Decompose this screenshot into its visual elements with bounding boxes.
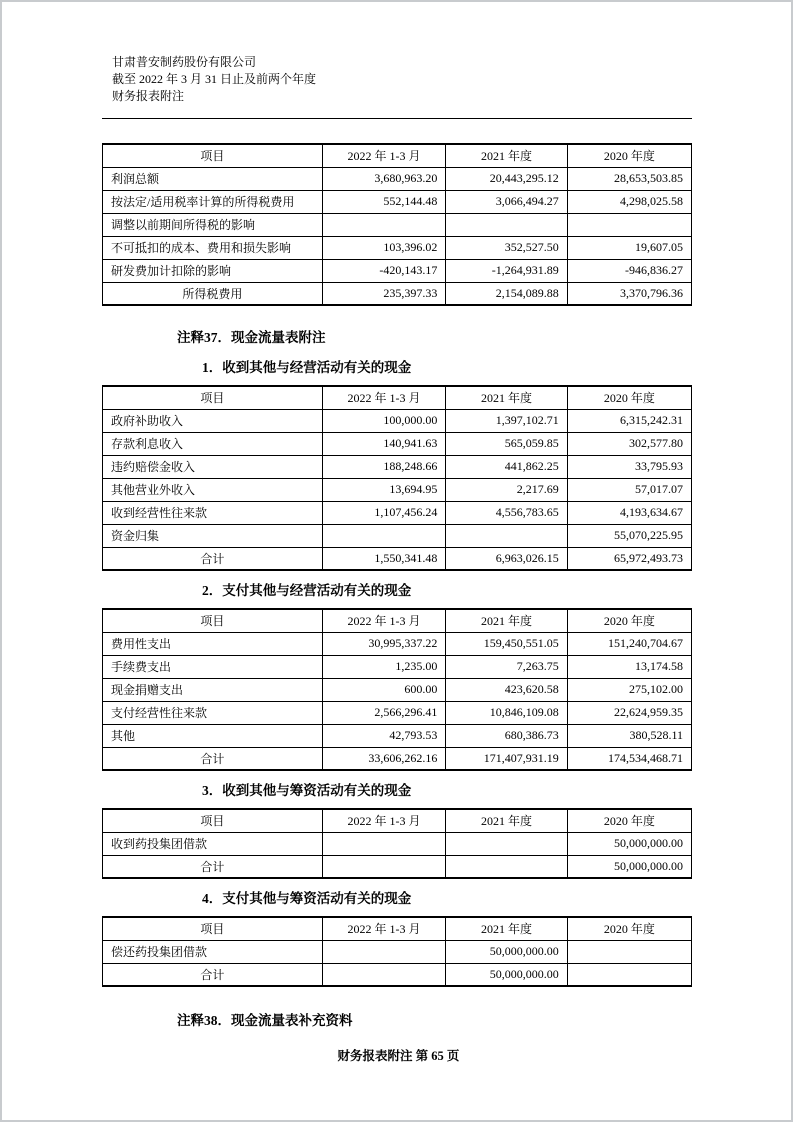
- income-tax-reconciliation-table: [102, 143, 692, 306]
- row-label: 利润总额: [103, 167, 323, 190]
- column-header: 项目: [103, 917, 323, 940]
- page-footer: 财务报表附注 第 65 页: [337, 1049, 460, 1063]
- column-header: 2020 年度: [567, 609, 691, 632]
- cell-value: [322, 213, 446, 236]
- cell-value: 28,653,503.85: [567, 167, 691, 190]
- cell-value: 171,407,931.19: [446, 747, 567, 770]
- column-header: 项目: [103, 386, 323, 409]
- other-cash-received-financing-table: [102, 808, 692, 879]
- row-label: 收到药投集团借款: [103, 832, 323, 855]
- company-name: 甘肃普安制药股份有限公司: [112, 55, 257, 69]
- other-cash-received-operating-table: [102, 385, 692, 571]
- row-label: 其他营业外收入: [103, 478, 323, 501]
- cell-value: [322, 832, 446, 855]
- cell-value: 565,059.85: [446, 432, 567, 455]
- note-37-heading: 注释37．现金流量表附注: [177, 330, 326, 345]
- column-header: 2021 年度: [446, 386, 567, 409]
- table-row: [103, 259, 692, 282]
- cell-value: 100,000.00: [322, 409, 446, 432]
- table-row: [103, 455, 692, 478]
- cell-value: [322, 524, 446, 547]
- cell-value: 552,144.48: [322, 190, 446, 213]
- cell-value: 3,066,494.27: [446, 190, 567, 213]
- note-37-subheading-1: 1．收到其他与经营活动有关的现金: [202, 360, 412, 375]
- table-header-row: [103, 386, 692, 409]
- column-header: 2021 年度: [446, 144, 567, 167]
- table-row: [103, 409, 692, 432]
- page-content: [102, 2, 692, 1030]
- row-label: 合计: [103, 855, 323, 878]
- cell-value: 103,396.02: [322, 236, 446, 259]
- column-header: 2022 年 1-3 月: [322, 917, 446, 940]
- cell-value: 140,941.63: [322, 432, 446, 455]
- table-row: [103, 478, 692, 501]
- cell-value: -946,836.27: [567, 259, 691, 282]
- cell-value: [446, 832, 567, 855]
- cell-value: 1,235.00: [322, 655, 446, 678]
- column-header: 2022 年 1-3 月: [322, 809, 446, 832]
- note-37-subheading-2: 2．支付其他与经营活动有关的现金: [202, 583, 412, 598]
- cell-value: 13,694.95: [322, 478, 446, 501]
- row-label: 收到经营性往来款: [103, 501, 323, 524]
- table-row: [103, 213, 692, 236]
- row-label: 存款利息收入: [103, 432, 323, 455]
- note-38-heading: 注释38．现金流量表补充资料: [177, 1013, 353, 1028]
- cell-value: 3,680,963.20: [322, 167, 446, 190]
- cell-value: 6,315,242.31: [567, 409, 691, 432]
- table-header-row: [103, 144, 692, 167]
- document-title: 财务报表附注: [112, 89, 185, 103]
- note-37-subheading-3: 3．收到其他与筹资活动有关的现金: [202, 783, 412, 798]
- table-row: [103, 167, 692, 190]
- cell-value: 380,528.11: [567, 724, 691, 747]
- table-row: [103, 655, 692, 678]
- table-row: [103, 282, 692, 305]
- column-header: 2021 年度: [446, 809, 567, 832]
- table-row: [103, 501, 692, 524]
- column-header: 2020 年度: [567, 917, 691, 940]
- row-label: 研发费加计扣除的影响: [103, 259, 323, 282]
- cell-value: 4,556,783.65: [446, 501, 567, 524]
- table-row: [103, 963, 692, 986]
- column-header: 2020 年度: [567, 809, 691, 832]
- table-row: [103, 236, 692, 259]
- column-header: 2022 年 1-3 月: [322, 144, 446, 167]
- cell-value: 7,263.75: [446, 655, 567, 678]
- cell-value: 1,550,341.48: [322, 547, 446, 570]
- row-label: 政府补助收入: [103, 409, 323, 432]
- cell-value: 1,107,456.24: [322, 501, 446, 524]
- cell-value: 55,070,225.95: [567, 524, 691, 547]
- row-label: 不可抵扣的成本、费用和损失影响: [103, 236, 323, 259]
- column-header: 项目: [103, 809, 323, 832]
- cell-value: 50,000,000.00: [446, 940, 567, 963]
- row-label: 调整以前期间所得税的影响: [103, 213, 323, 236]
- cell-value: 33,606,262.16: [322, 747, 446, 770]
- cell-value: 50,000,000.00: [567, 832, 691, 855]
- column-header: 2021 年度: [446, 609, 567, 632]
- report-period: 截至 2022 年 3 月 31 日止及前两个年度: [112, 72, 317, 86]
- table-row: [103, 724, 692, 747]
- table-row: [103, 701, 692, 724]
- table-row: [103, 940, 692, 963]
- cell-value: 2,154,089.88: [446, 282, 567, 305]
- column-header: 项目: [103, 609, 323, 632]
- table-row: [103, 747, 692, 770]
- column-header: 2020 年度: [567, 144, 691, 167]
- row-label: 合计: [103, 747, 323, 770]
- table-row: [103, 678, 692, 701]
- page-header: [112, 54, 692, 105]
- cell-value: 441,862.25: [446, 455, 567, 478]
- cell-value: [446, 524, 567, 547]
- cell-value: 423,620.58: [446, 678, 567, 701]
- row-label: 偿还药投集团借款: [103, 940, 323, 963]
- cell-value: 50,000,000.00: [567, 855, 691, 878]
- cell-value: 13,174.58: [567, 655, 691, 678]
- table-row: [103, 432, 692, 455]
- cell-value: 174,534,468.71: [567, 747, 691, 770]
- table-row: [103, 832, 692, 855]
- cell-value: 235,397.33: [322, 282, 446, 305]
- row-label: 合计: [103, 547, 323, 570]
- cell-value: 680,386.73: [446, 724, 567, 747]
- table-row: [103, 547, 692, 570]
- cell-value: 1,397,102.71: [446, 409, 567, 432]
- cell-value: 65,972,493.73: [567, 547, 691, 570]
- cell-value: 275,102.00: [567, 678, 691, 701]
- cell-value: -420,143.17: [322, 259, 446, 282]
- cell-value: 159,450,551.05: [446, 632, 567, 655]
- row-label: 违约赔偿金收入: [103, 455, 323, 478]
- cell-value: 42,793.53: [322, 724, 446, 747]
- cell-value: [567, 213, 691, 236]
- cell-value: 151,240,704.67: [567, 632, 691, 655]
- other-cash-paid-financing-table: [102, 916, 692, 987]
- cell-value: 3,370,796.36: [567, 282, 691, 305]
- cell-value: [446, 855, 567, 878]
- cell-value: 57,017.07: [567, 478, 691, 501]
- note-37-subheading-4: 4．支付其他与筹资活动有关的现金: [202, 891, 412, 906]
- cell-value: [567, 963, 691, 986]
- cell-value: 4,298,025.58: [567, 190, 691, 213]
- table-row: [103, 524, 692, 547]
- cell-value: 2,566,296.41: [322, 701, 446, 724]
- table-header-row: [103, 917, 692, 940]
- header-divider: [102, 118, 692, 119]
- column-header: 2020 年度: [567, 386, 691, 409]
- cell-value: 19,607.05: [567, 236, 691, 259]
- cell-value: 10,846,109.08: [446, 701, 567, 724]
- table-row: [103, 855, 692, 878]
- table-row: [103, 190, 692, 213]
- cell-value: 33,795.93: [567, 455, 691, 478]
- row-label: 按法定/适用税率计算的所得税费用: [103, 190, 323, 213]
- row-label: 其他: [103, 724, 323, 747]
- column-header: 项目: [103, 144, 323, 167]
- row-label: 合计: [103, 963, 323, 986]
- cell-value: [322, 855, 446, 878]
- column-header: 2021 年度: [446, 917, 567, 940]
- cell-value: 22,624,959.35: [567, 701, 691, 724]
- column-header: 2022 年 1-3 月: [322, 386, 446, 409]
- cell-value: 352,527.50: [446, 236, 567, 259]
- table-header-row: [103, 609, 692, 632]
- cell-value: 20,443,295.12: [446, 167, 567, 190]
- column-header: 2022 年 1-3 月: [322, 609, 446, 632]
- cell-value: [567, 940, 691, 963]
- cell-value: 30,995,337.22: [322, 632, 446, 655]
- table-row: [103, 632, 692, 655]
- row-label: 费用性支出: [103, 632, 323, 655]
- cell-value: [446, 213, 567, 236]
- cell-value: [322, 963, 446, 986]
- cell-value: 4,193,634.67: [567, 501, 691, 524]
- cell-value: 302,577.80: [567, 432, 691, 455]
- cell-value: 600.00: [322, 678, 446, 701]
- other-cash-paid-operating-table: [102, 608, 692, 771]
- cell-value: -1,264,931.89: [446, 259, 567, 282]
- table-header-row: [103, 809, 692, 832]
- cell-value: 50,000,000.00: [446, 963, 567, 986]
- cell-value: [322, 940, 446, 963]
- row-label: 支付经营性往来款: [103, 701, 323, 724]
- cell-value: 188,248.66: [322, 455, 446, 478]
- cell-value: 2,217.69: [446, 478, 567, 501]
- row-label: 手续费支出: [103, 655, 323, 678]
- row-label: 所得税费用: [103, 282, 323, 305]
- cell-value: 6,963,026.15: [446, 547, 567, 570]
- row-label: 现金捐赠支出: [103, 678, 323, 701]
- row-label: 资金归集: [103, 524, 323, 547]
